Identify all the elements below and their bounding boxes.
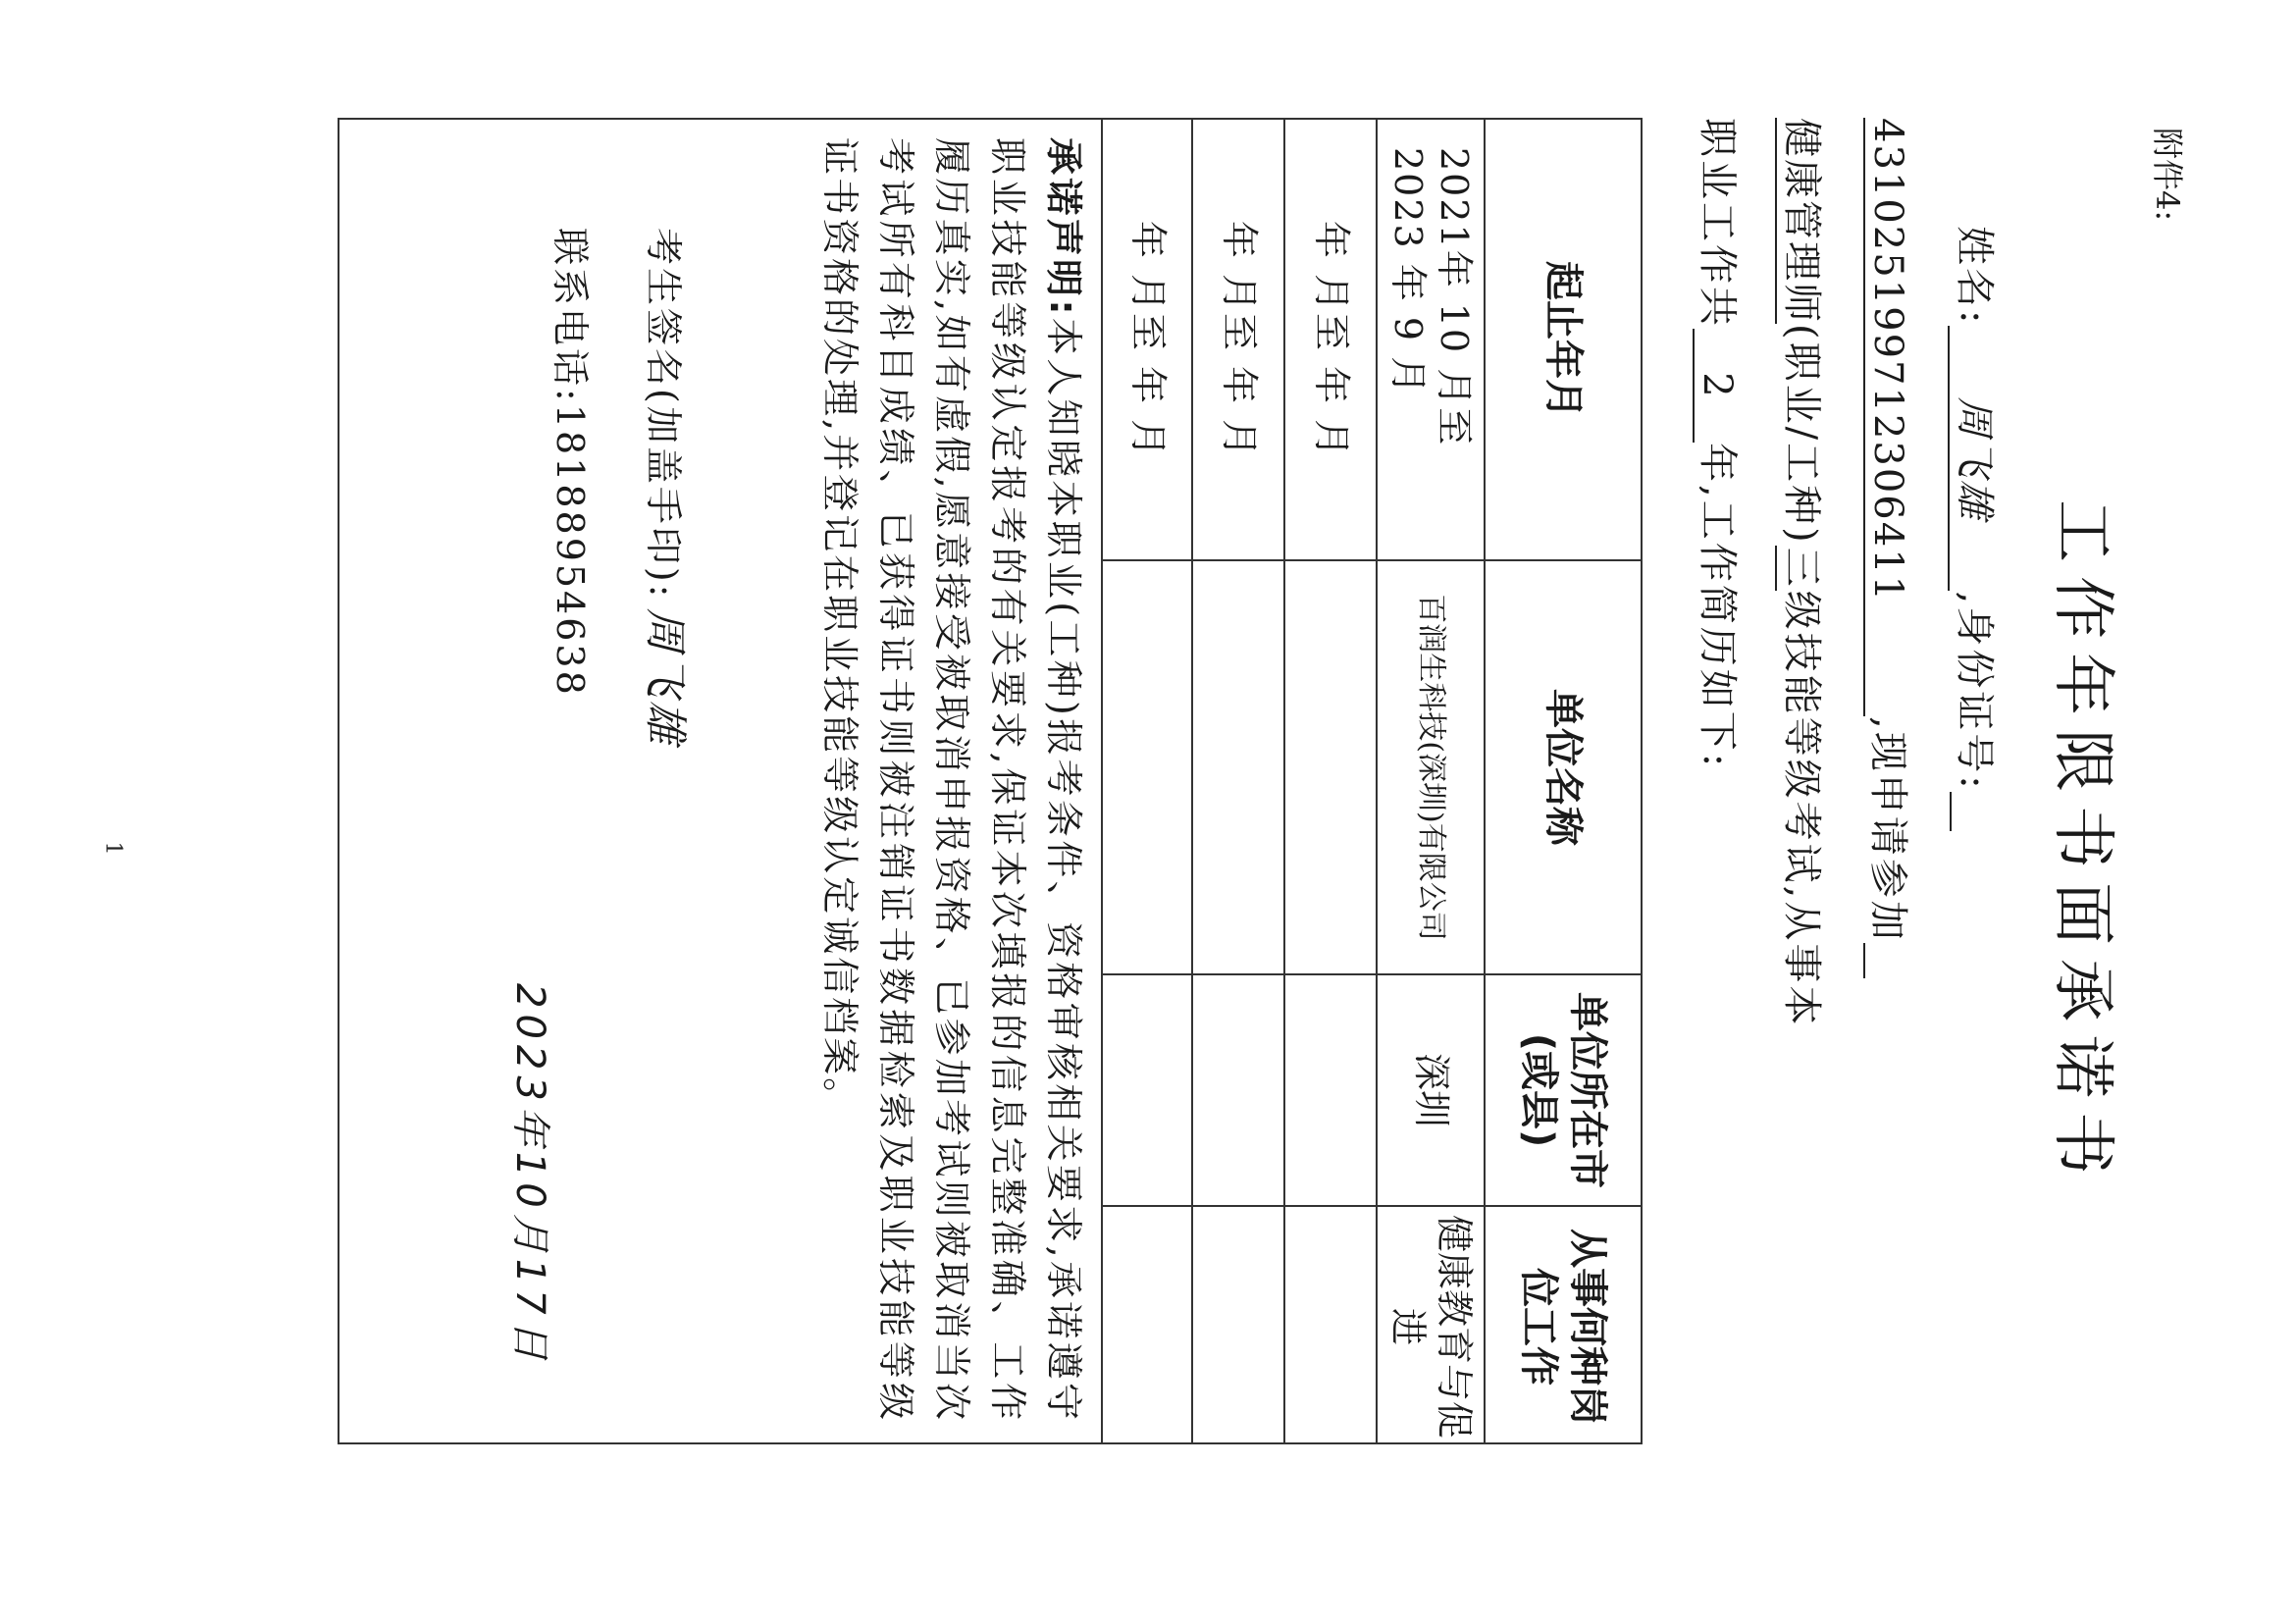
work-history-table: [338, 118, 1643, 1444]
row-period-text: 年 月至 年 月: [1217, 220, 1261, 459]
signature-line: [638, 228, 701, 746]
occupation-suffix: (职业/工种): [1779, 324, 1824, 546]
page-number: 1: [100, 841, 126, 856]
occupation-value: 健康管理师: [1775, 118, 1833, 324]
rotated-document: [181, 118, 2202, 1570]
row-city: [1193, 975, 1283, 1207]
pledge-statement: [811, 137, 1091, 1423]
id-label: ,身份证号:: [1952, 591, 1997, 792]
id-blank: [1950, 792, 1997, 831]
row-city: [1285, 975, 1376, 1207]
table-row: [1191, 120, 1283, 1442]
row-period: [1193, 120, 1283, 561]
signature-label: 考生签名(加盖手印):: [642, 228, 685, 601]
years-value: 2: [1693, 329, 1740, 443]
contact-label: 联系电话:: [548, 228, 592, 404]
years-prefix: 职业工作共: [1695, 118, 1740, 329]
name-value: 周飞雄: [1948, 326, 2006, 591]
row-company: [1285, 561, 1376, 975]
row-position: [1285, 1207, 1376, 1446]
table-header-row: [1484, 120, 1641, 1442]
row-city: 深圳: [1378, 975, 1484, 1207]
apply-text: ,现申请参加: [1865, 716, 1910, 943]
sign-date: 2023年10月17日: [507, 983, 552, 1366]
contact-phone: 18188954638: [548, 403, 592, 698]
pledge-heading: 承诺声明:: [1042, 137, 1085, 318]
table-row: [1101, 120, 1191, 1442]
id-value: 431025199712306411: [1863, 118, 1910, 716]
document-title: 工作年限书面承诺书: [2046, 499, 2118, 1188]
row-period: [1103, 120, 1191, 561]
row-company: 百润生科技(深圳)有限公司: [1378, 561, 1484, 975]
name-label: 姓名:: [1952, 226, 1997, 327]
header-period: 起止年月: [1486, 120, 1641, 561]
intro-line-2: [1863, 118, 1919, 978]
row-period: [1285, 120, 1376, 561]
attachment-label: 附件4:: [2149, 128, 2186, 222]
intro-line-4: [1693, 118, 1748, 769]
row-period-text: 年 月至 年 月: [1125, 220, 1170, 459]
row-company: [1193, 561, 1283, 975]
table-row: [1283, 120, 1376, 1442]
years-suffix: 年,工作简历如下:: [1695, 443, 1740, 770]
row-period-text: 2021年 10 月至 2023 年 9 月: [1386, 147, 1477, 447]
row-position: [1103, 1207, 1191, 1446]
table-row: [1376, 120, 1484, 1442]
pledge-body: 本人知晓本职业(工种)报考条件、资格审核相关要求,承诺遵守职业技能等级认定报考的有关要求,保证本次填报的信息完整准确、工作履历真实,如有虚假,愿意接受被取消申报资格、已参加考试则被取消当次考试所有科目成绩、已获得证书则被注销证书数据检索及职业技能等级证书资格的处理,并登记在职业技能等级认定诚信档案。: [818, 137, 1085, 1424]
header-company: 单位名称: [1486, 561, 1641, 975]
row-city: [1103, 975, 1191, 1207]
header-position: 从事何种岗位工作: [1516, 1229, 1610, 1425]
row-position: 健康教育与促进: [1386, 1215, 1477, 1440]
level-suffix: 级技能等级考试,从事本: [1779, 590, 1824, 1028]
contact-line: [547, 228, 600, 698]
row-period-text: 年 月至 年 月: [1309, 220, 1353, 459]
row-period: [1378, 120, 1484, 561]
row-position: [1193, 1207, 1283, 1446]
apply-blank: [1863, 943, 1910, 978]
signature-handwritten: 周飞雄: [640, 607, 690, 747]
intro-line-1: [1948, 226, 2006, 831]
level-value: 三: [1775, 546, 1833, 591]
header-city: 单位所在市(或县): [1486, 975, 1641, 1207]
intro-line-3: [1775, 118, 1833, 1027]
row-company: [1103, 561, 1191, 975]
